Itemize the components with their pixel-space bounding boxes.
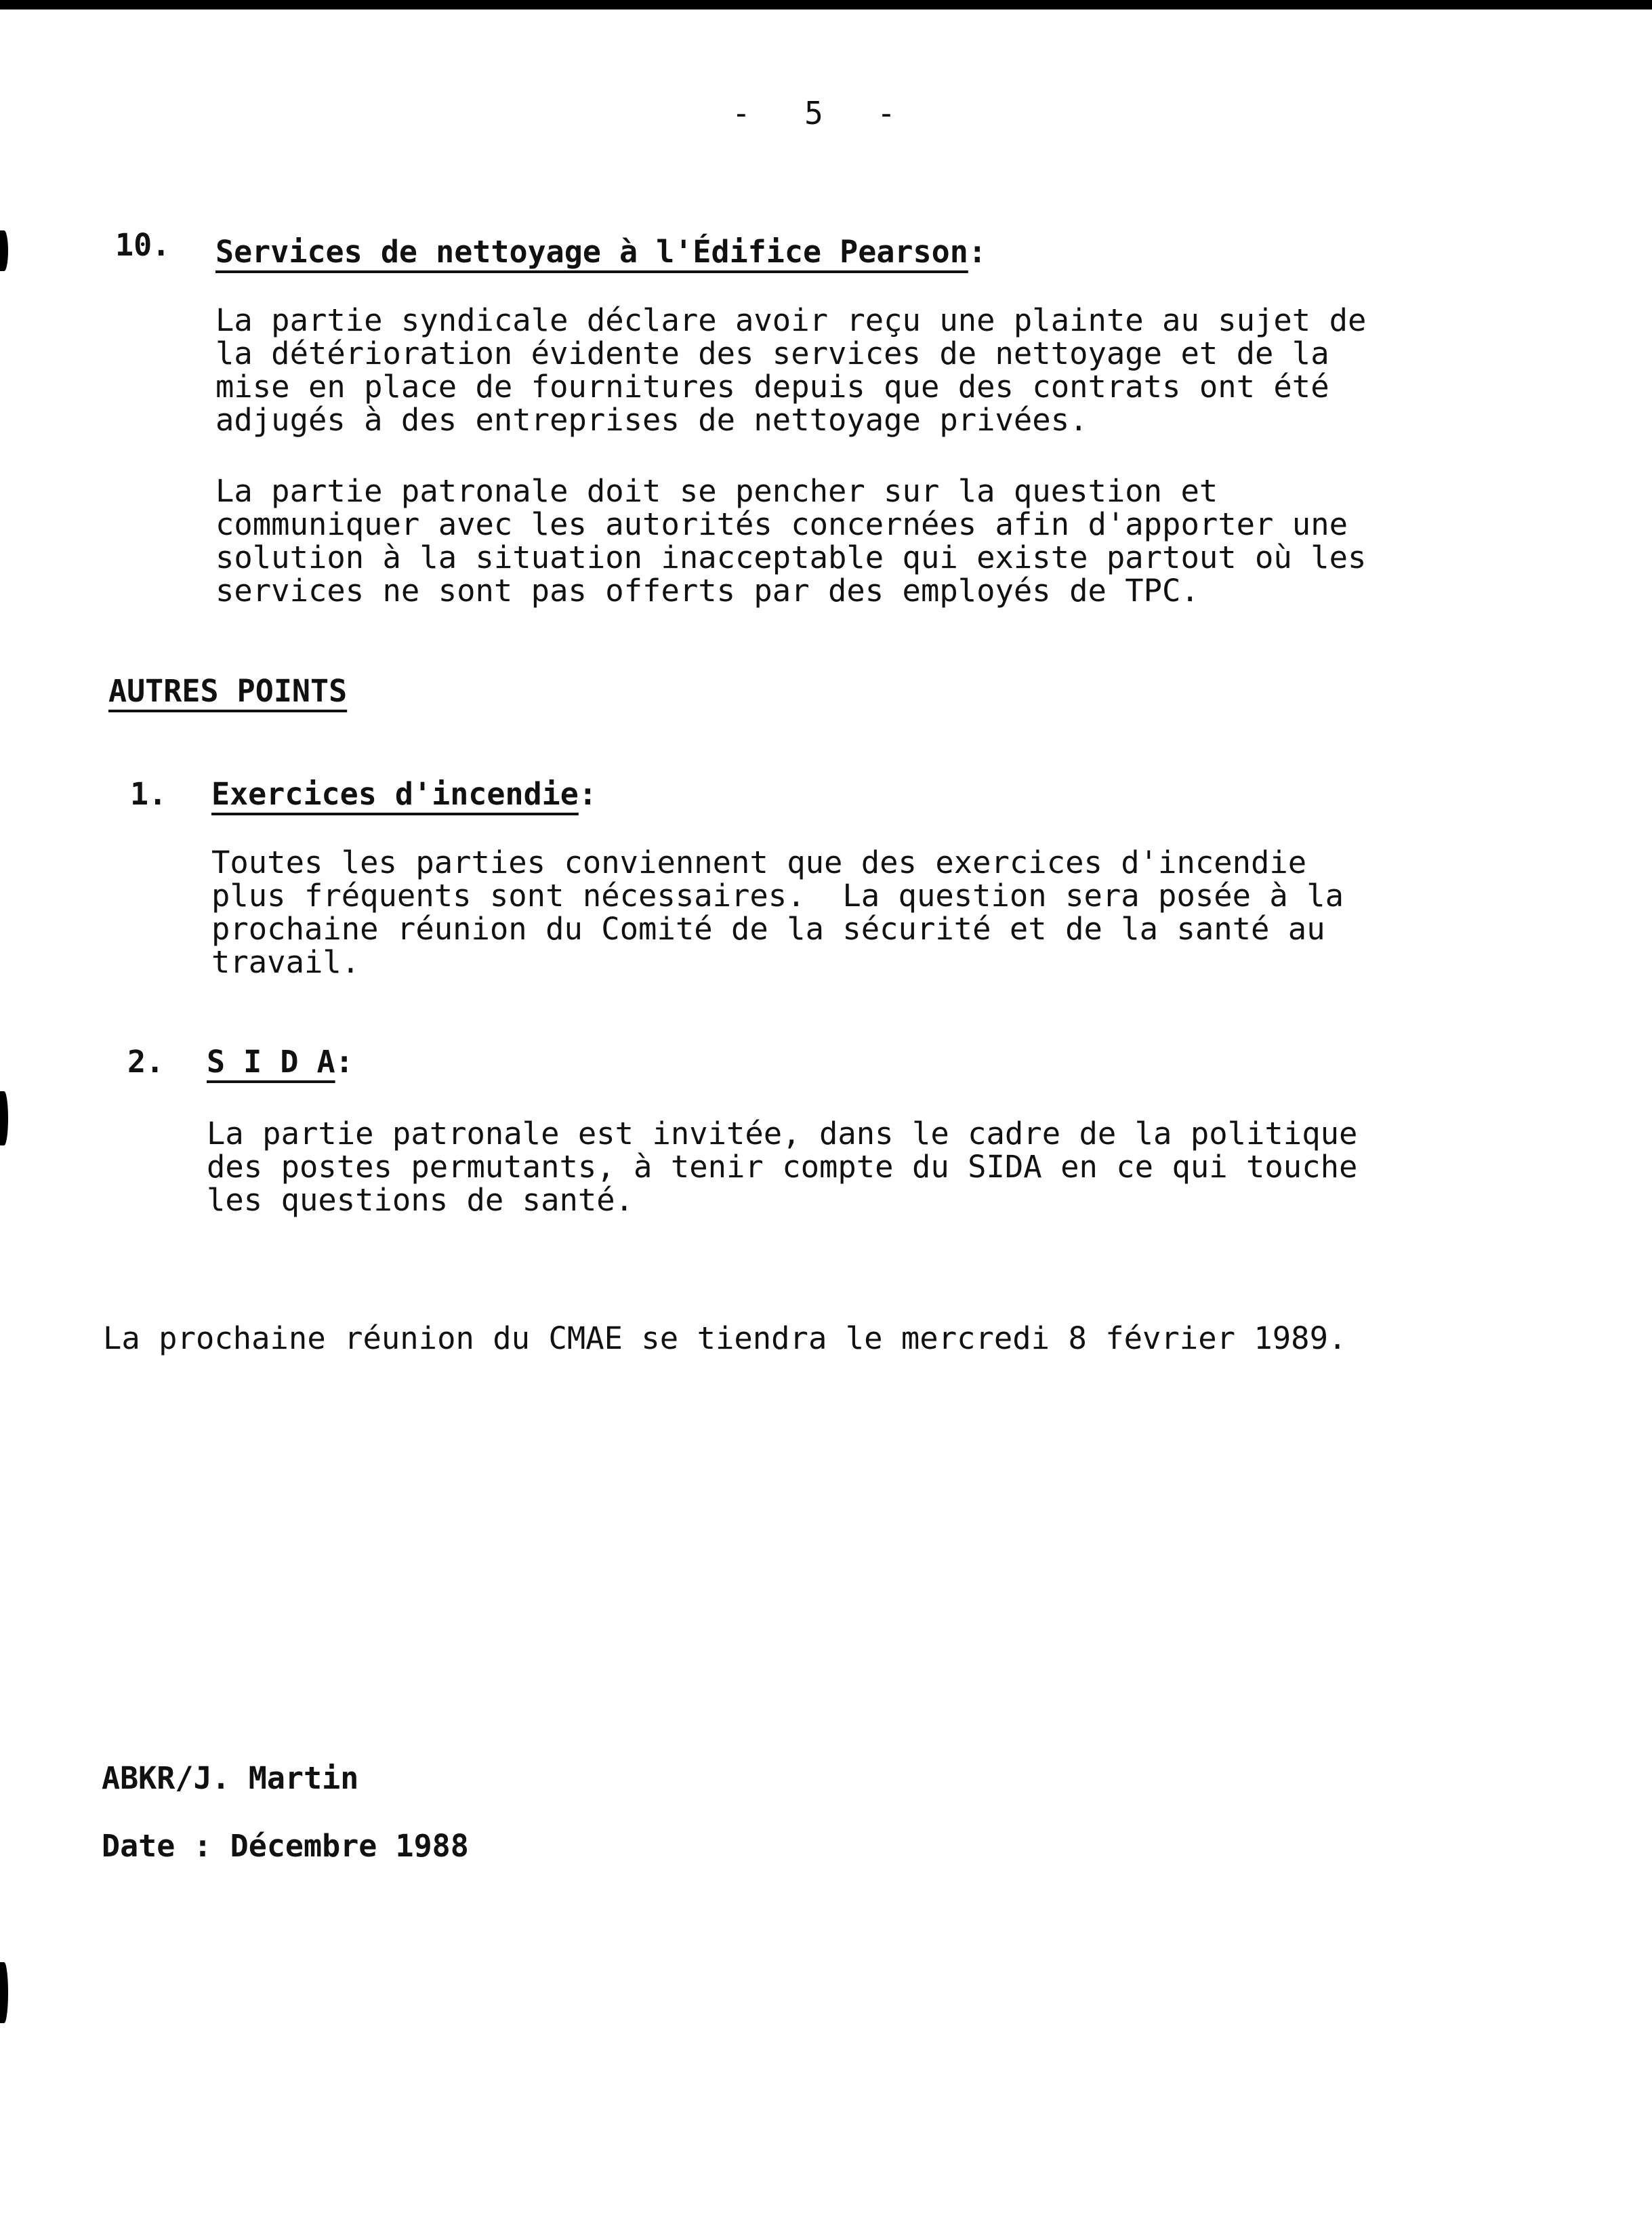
item-title [211, 776, 597, 812]
item-paragraph [207, 1117, 1357, 1217]
item-title-text: S I D A [207, 1044, 335, 1080]
paragraph-line: Toutes les parties conviennent que des exercices d'incendie [211, 845, 1307, 880]
paragraph-line: la détérioration évidente des services de nettoyage et de la [215, 335, 1329, 371]
section-title-suffix: : [968, 234, 987, 270]
item-number: 1. [130, 776, 167, 812]
section-paragraph [215, 304, 1366, 436]
item-paragraph [211, 846, 1344, 979]
item-title-suffix: : [578, 776, 597, 812]
page-top-border [0, 0, 1652, 9]
paragraph-line: solution à la situation inacceptable qui existe partout où les [215, 540, 1367, 575]
scan-edge-mark [0, 230, 8, 271]
item-number: 2. [127, 1044, 165, 1080]
paragraph-line: mise en place de fournitures depuis que des contrats ont été [215, 369, 1329, 405]
signature-line: ABKR/J. Martin [102, 1760, 359, 1796]
item-title-text: Exercices d'incendie [211, 776, 579, 812]
section-title [215, 234, 987, 270]
paragraph-line: travail. [211, 944, 360, 980]
section-paragraph [215, 474, 1366, 607]
scan-edge-mark [0, 1962, 8, 2023]
section-title-text: Services de nettoyage à l'Édifice Pearson [215, 234, 968, 270]
next-meeting-statement: La prochaine réunion du CMAE se tiendra le mercredi 8 février 1989. [103, 1320, 1347, 1356]
item-title [207, 1044, 354, 1080]
scan-edge-mark [0, 1091, 8, 1145]
paragraph-line: adjugés à des entreprises de nettoyage privées. [215, 402, 1088, 438]
paragraph-line: prochaine réunion du Comité de la sécurité et de la santé au [211, 911, 1325, 947]
autres-points-heading-text: AUTRES POINTS [108, 673, 348, 709]
paragraph-line: La partie patronale est invitée, dans le cadre de la politique [207, 1116, 1358, 1152]
paragraph-line: communiquer avec les autorités concernées afin d'apporter une [215, 506, 1348, 542]
page-number: - 5 - [732, 95, 901, 131]
section-number: 10. [115, 227, 171, 263]
paragraph-line: des postes permutants, à tenir compte du SIDA en ce qui touche [207, 1149, 1358, 1185]
paragraph-line: La partie syndicale déclare avoir reçu une plainte au sujet de [215, 302, 1367, 338]
autres-points-heading [108, 673, 347, 709]
paragraph-line: plus fréquents sont nécessaires. La question sera posée à la [211, 878, 1344, 914]
paragraph-line: les questions de santé. [207, 1182, 634, 1218]
paragraph-line: La partie patronale doit se pencher sur la question et [215, 473, 1218, 509]
paragraph-line: services ne sont pas offerts par des employés de TPC. [215, 573, 1199, 609]
date-line: Date : Décembre 1988 [102, 1828, 469, 1864]
item-title-suffix: : [335, 1044, 354, 1080]
